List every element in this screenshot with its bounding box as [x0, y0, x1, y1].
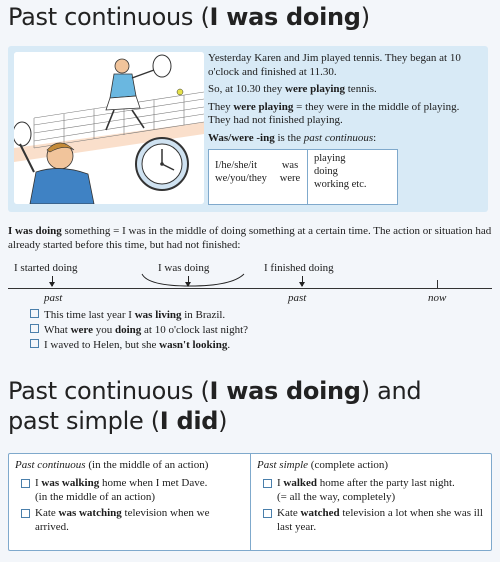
example-item: I waved to Helen, but she wasn't looking. [30, 338, 230, 352]
example-text [208, 52, 480, 205]
column-title: Past continuous (in the middle of an action) [15, 459, 209, 471]
bullet-square-icon [21, 509, 30, 518]
tennis-illustration [14, 52, 204, 204]
timeline-past-1: past [44, 292, 63, 304]
verb-column: was were [273, 150, 308, 204]
column-title: Past simple (complete action) [257, 459, 389, 471]
story-line-1: Yesterday Karen and Jim played tennis. They began at 10 o'clock and finished at 11.30. [208, 52, 461, 78]
conjugation-table [208, 149, 398, 205]
timeline-label-middle: I was doing [158, 262, 210, 274]
timeline-now: now [428, 292, 447, 304]
example-item: This time last year I was living in Brazil. [30, 308, 225, 322]
example-item: What were you doing at 10 o'clock last night? [30, 323, 248, 337]
timeline-arrow-end [302, 276, 303, 286]
timeline-line [8, 288, 492, 289]
story-line-4: Was/were -ing is the past continuous: [208, 131, 377, 144]
story-line-3: They were playing = they were in the middle of playing. They had not finished playing. [208, 100, 460, 126]
form-column: playing doing working etc. [314, 153, 367, 190]
subject-column: I/he/she/it we/you/they [215, 160, 267, 184]
heading-bold: I was doing [209, 3, 361, 31]
heading-text-end: ) [360, 3, 370, 31]
bullet-square-icon [30, 339, 39, 348]
comparison-item: I was walking home when I met Dave. (in the middle of an action) [21, 476, 245, 504]
bullet-square-icon [263, 479, 272, 488]
tennis-players-image [14, 52, 204, 204]
section-heading-comparison: Past continuous (I was doing) and past simple (I did) [8, 377, 422, 435]
comparison-item: Kate was watching television when we arrived. [21, 506, 245, 534]
past-continuous-column [9, 454, 249, 550]
comparison-item: I walked home after the party last night. (= all the way, completely) [263, 476, 487, 504]
example-panel [8, 46, 488, 212]
bullet-square-icon [263, 509, 272, 518]
bullet-square-icon [30, 309, 39, 318]
timeline-label-end: I finished doing [264, 262, 334, 274]
comparison-panel [8, 453, 492, 551]
section-heading-past-continuous [8, 2, 370, 32]
timeline-past-2: past [288, 292, 307, 304]
story-line-2: So, at 10.30 they were playing tennis. [208, 83, 377, 95]
bullet-square-icon [21, 479, 30, 488]
bullet-square-icon [30, 324, 39, 333]
timeline-label-start: I started doing [14, 262, 78, 274]
past-simple-column [250, 454, 491, 550]
timeline-now-tick [437, 280, 438, 289]
timeline-arrow-start [52, 276, 53, 286]
comparison-item: Kate watched television a lot when she was ill last year. [263, 506, 487, 534]
heading-text: Past continuous ( [8, 3, 210, 31]
explanation-paragraph: I was doing something = I was in the middle of doing something at a certain time. The action or situation had already started before this time, but had not finished: [8, 225, 492, 251]
